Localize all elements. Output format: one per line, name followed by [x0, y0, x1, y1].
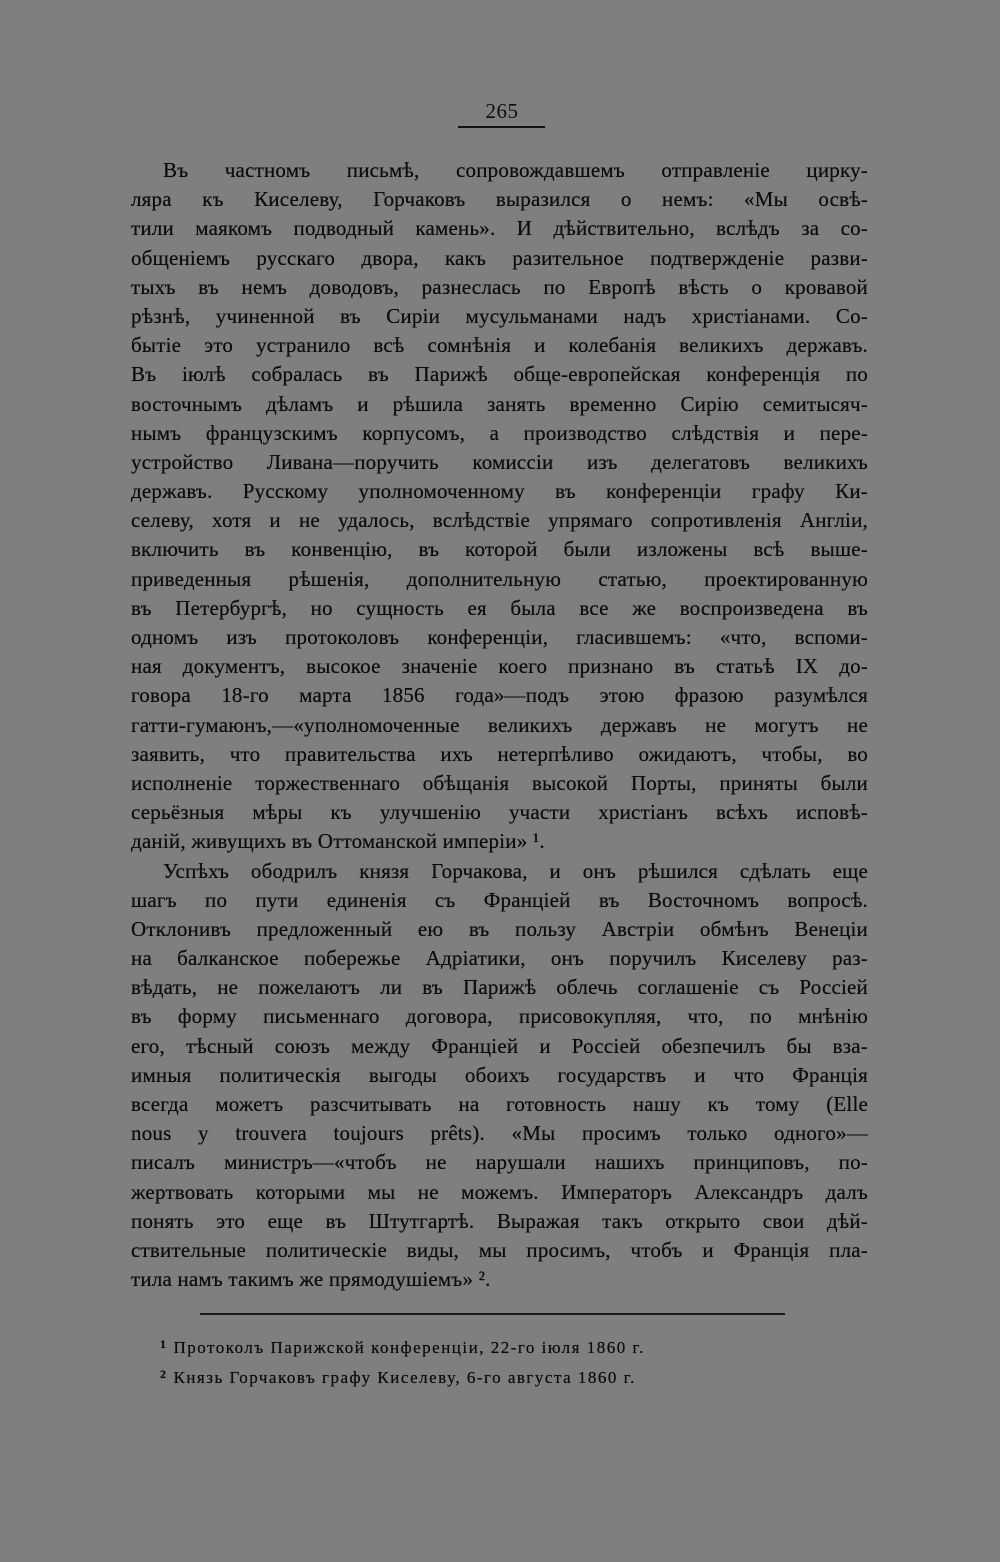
footnote-separator [200, 1313, 785, 1315]
text-line: шагъ по пути единенія съ Франціей въ Восточномъ вопросѣ. [131, 887, 868, 912]
text-line: даній, живущихъ въ Оттоманской имперіи» ¹. [131, 829, 545, 854]
text-line: понять это еще въ Штутгартѣ. Выражая такъ открыто свои дѣй- [131, 1208, 868, 1233]
footnote-text: Протоколъ Парижской конференціи, 22-го іюля 1860 г. [173, 1338, 645, 1357]
text-line: державъ. Русскому уполномоченному въ конференціи графу Ки- [131, 479, 868, 504]
page-number: 265 [485, 99, 519, 123]
footnote-text: Князь Горчаковъ графу Киселеву, 6-го августа 1860 г. [173, 1368, 636, 1387]
text-line: заявить, что правительства ихъ нетерпѣливо ожидаютъ, чтобы, во [131, 741, 868, 766]
text-line: гатти-гумаюнъ,—«уполномоченные великихъ державъ не могутъ не [131, 712, 868, 737]
footnote-1 [160, 1331, 780, 1361]
footnotes [160, 1331, 780, 1391]
text-line: устройство Ливана—поручить комиссіи изъ делегатовъ великихъ [131, 449, 868, 474]
text-line: писалъ министръ—«чтобъ не нарушали нашихъ принциповъ, по- [131, 1150, 868, 1175]
body-text [131, 156, 868, 1294]
text-line: рѣзнѣ, учиненной въ Сиріи мусульманами надъ христіанами. Со- [131, 303, 868, 328]
text-line: нымъ французскимъ корпусомъ, а производство слѣдствія и пере- [131, 420, 868, 445]
text-line: приведенныя рѣшенія, дополнительную статью, проектированную [131, 566, 868, 591]
text-line: говора 18-го марта 1856 года»—подъ этою фразою разумѣлся [131, 683, 868, 708]
text-line: восточнымъ дѣламъ и рѣшила занять временно Сирію семитысяч- [131, 391, 868, 416]
text-line: тила намъ такимъ же прямодушіемъ» ². [131, 1267, 491, 1292]
paragraph-2 [131, 857, 868, 1295]
text-line: въ форму письменнаго договора, присовокупляя, что, по мнѣнію [131, 1004, 868, 1029]
text-line: Въ частномъ письмѣ, сопровождавшемъ отправленіе цирку- [163, 158, 868, 182]
text-line: Успѣхъ ободрилъ князя Горчакова, и онъ рѣшился сдѣлать еще [163, 858, 868, 883]
text-line: серьёзныя мѣры къ улучшенію участи христіанъ всѣхъ исповѣ- [131, 800, 868, 825]
text-line: ляра къ Киселеву, Горчаковъ выразился о немъ: «Мы освѣ- [131, 187, 868, 212]
text-line: ная документъ, высокое значеніе коего признано въ статьѣ IX до- [131, 654, 868, 679]
text-line: Въ іюлѣ собралась въ Парижѣ обще-европейская конференція по [131, 362, 868, 387]
text-line: тыхъ въ немъ доводовъ, разнеслась по Европѣ вѣсть о кровавой [131, 274, 868, 299]
text-line: включить въ конвенцію, въ которой были изложены всѣ выше- [131, 537, 868, 562]
text-line: имныя политическія выгоды обоихъ государствъ и что Франція [131, 1062, 868, 1087]
text-line: всегда можетъ разсчитывать на готовность нашу къ тому (Elle [131, 1092, 868, 1116]
text-line: исполненіе торжественнаго обѣщанія высокой Порты, приняты были [131, 770, 868, 795]
text-line: nous y trouvera toujours prêts). «Мы просимъ только одного»— [131, 1121, 868, 1146]
text-line: жертвовать которыми мы не можемъ. Императоръ Александръ далъ [131, 1179, 868, 1204]
text-line: бытіе это устранило всѣ сомнѣнія и колебанія великихъ державъ. [131, 333, 868, 358]
text-line: одномъ изъ протоколовъ конференціи, гласившемъ: «что, вспоми- [131, 625, 868, 649]
text-line: селеву, хотя и не удалось, вслѣдствіе упрямаго сопротивленія Англіи, [131, 508, 868, 533]
text-line: его, тѣсный союзъ между Франціей и Россіей обезпечилъ бы вза- [131, 1033, 868, 1058]
footnote-mark: 1 [160, 1337, 168, 1351]
text-line: въ Петербургѣ, но сущность ея была все же воспроизведена въ [131, 595, 868, 620]
text-line: общеніемъ русскаго двора, какъ разительное подтвержденіе разви- [131, 245, 868, 270]
text-line: Отклонивъ предложенный ею въ пользу Австріи обмѣнъ Венеціи [131, 916, 868, 941]
page-number-underline [458, 126, 545, 128]
paragraph-1 [131, 156, 868, 857]
text-line: ствительные политическіе виды, мы просимъ, чтобъ и Франція пла- [131, 1237, 868, 1262]
footnote-2 [160, 1361, 780, 1391]
footnote-mark: 2 [160, 1367, 168, 1381]
text-line: вѣдать, не пожелаютъ ли въ Парижѣ облечь соглашеніе съ Россіей [131, 975, 868, 1000]
text-line: тили маякомъ подводный камень». И дѣйствительно, вслѣдъ за со- [131, 216, 868, 241]
text-line: на балканское побережье Адріатики, онъ поручилъ Киселеву раз- [131, 946, 868, 971]
